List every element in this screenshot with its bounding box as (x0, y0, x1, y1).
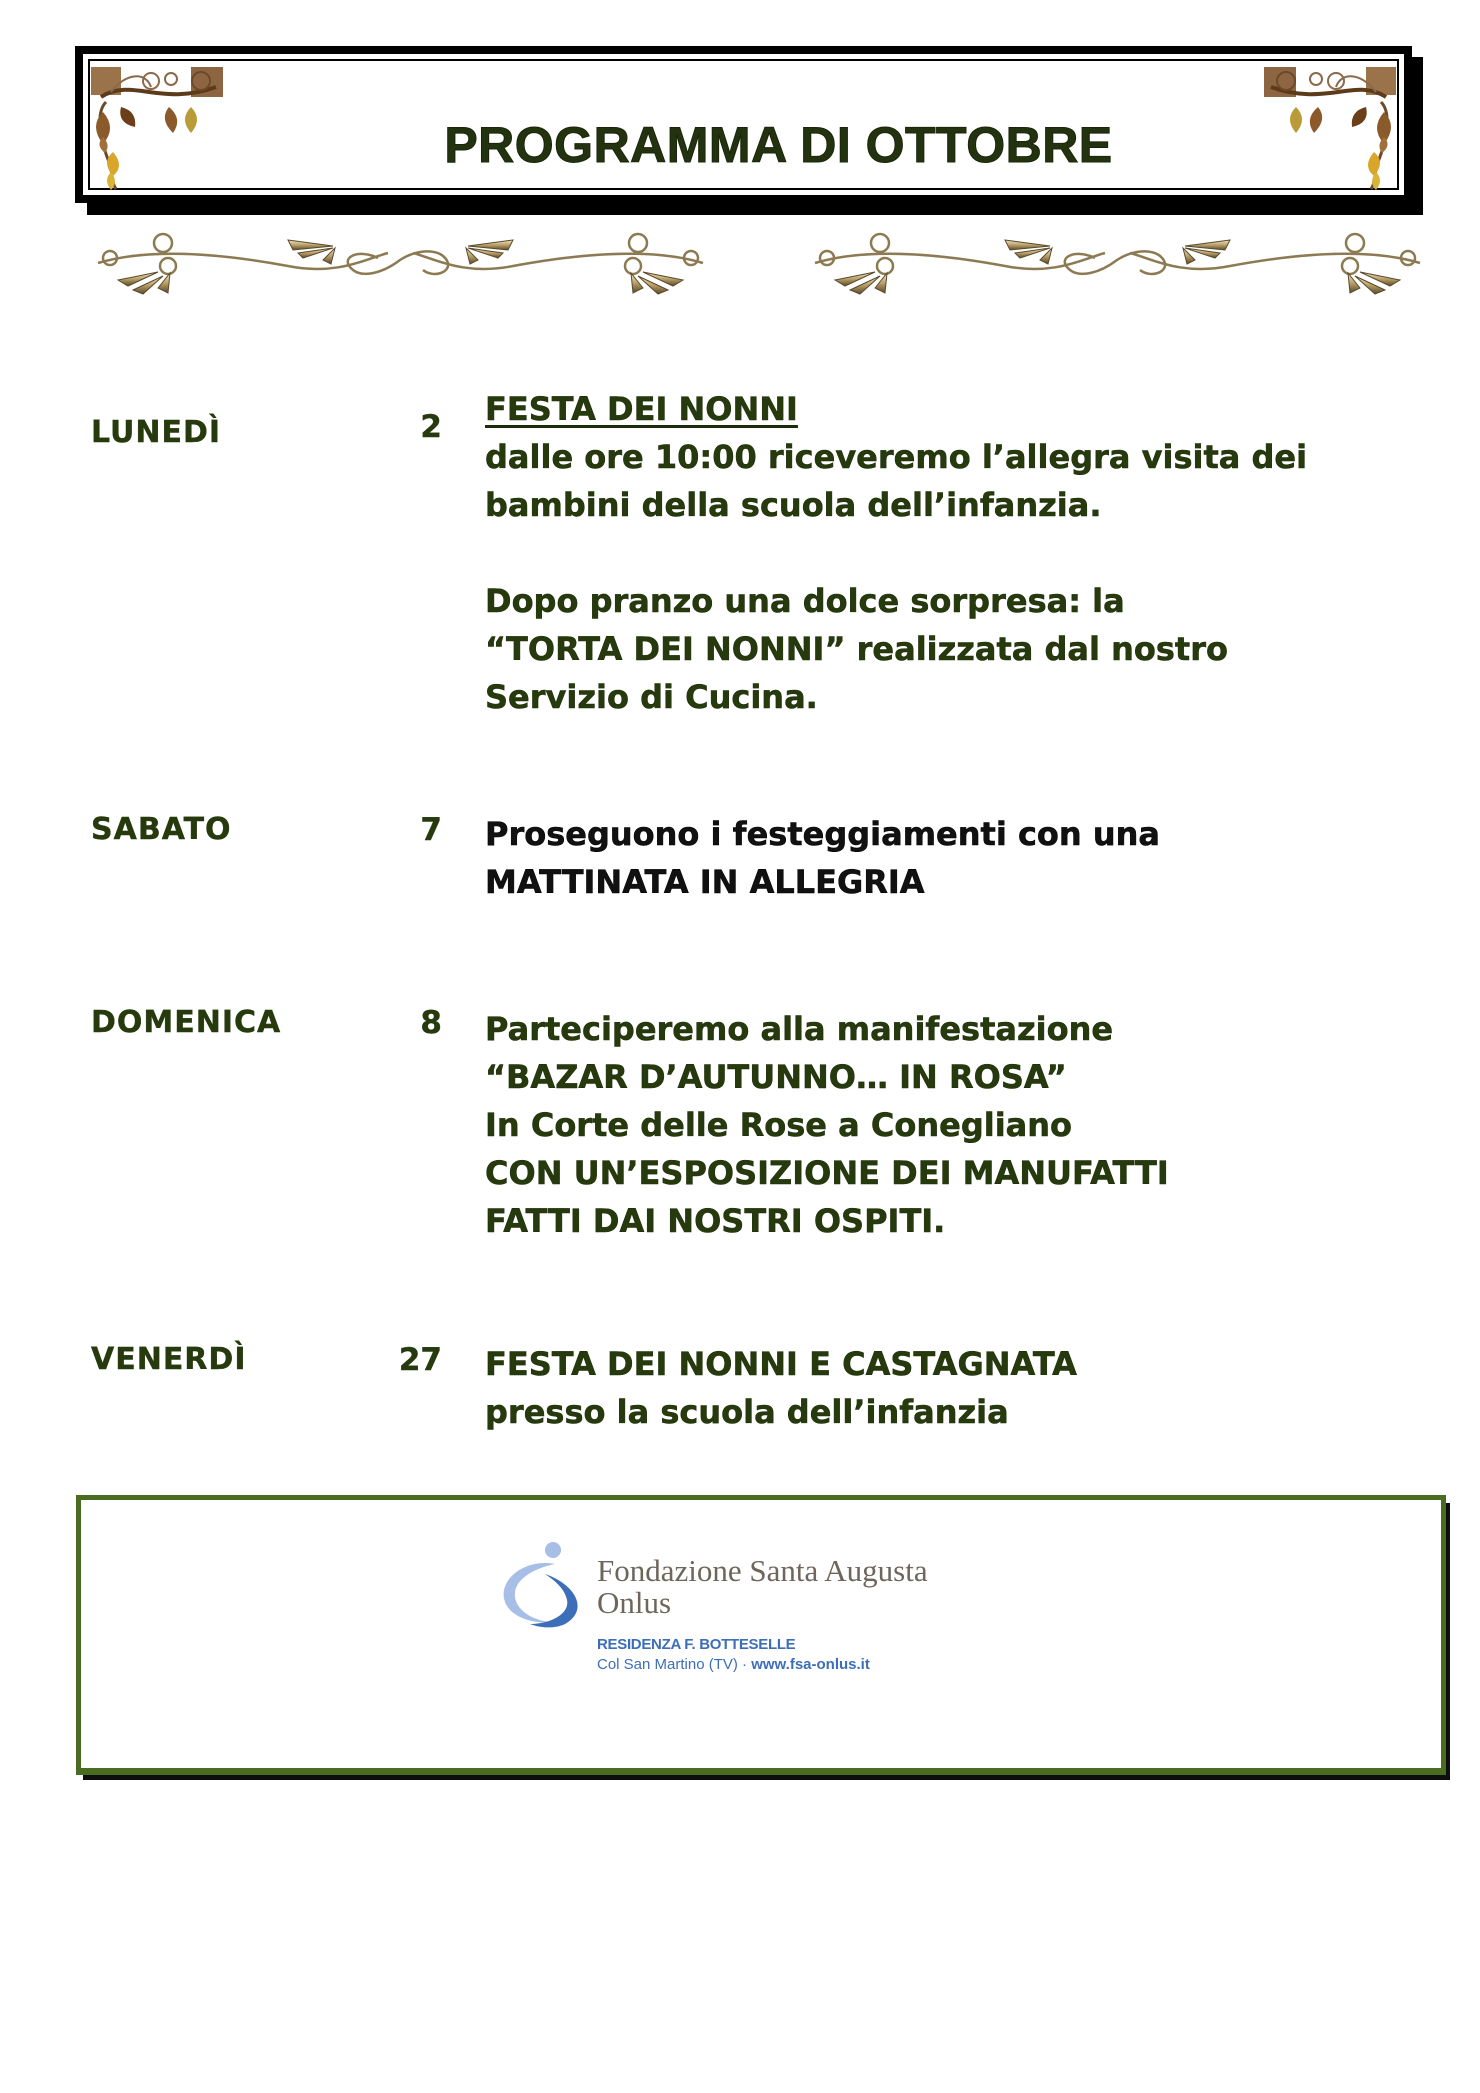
event-line: CON UN’ESPOSIZIONE DEI MANUFATTI (485, 1154, 1169, 1192)
fondazione-logo (495, 1540, 1015, 1690)
logo-onlus: Onlus (597, 1585, 672, 1620)
event-description (485, 1340, 1445, 1436)
day-label: LUNEDÌ (91, 415, 222, 450)
logo-address-text: Col San Martino (TV) · (597, 1656, 748, 1673)
event-line: dalle ore 10:00 riceveremo l’allegra visita dei (485, 438, 1308, 476)
event-line: FATTI DAI NOSTRI OSPITI. (485, 1202, 946, 1240)
event-line: Dopo pranzo una dolce sorpresa: la (485, 582, 1125, 620)
logo-name: Fondazione Santa Augusta (597, 1553, 928, 1588)
event-line: “TORTA DEI NONNI” realizzata dal nostro (485, 630, 1228, 668)
event-line: presso la scuola dell’infanzia (485, 1393, 1009, 1431)
event-line: Proseguono i festeggiamenti con una (485, 815, 1160, 853)
event-line: MATTINATA IN ALLEGRIA (485, 863, 925, 901)
event-description (485, 1005, 1445, 1245)
day-label: VENERDÌ (91, 1342, 247, 1377)
day-number: 7 (420, 812, 442, 848)
event-line: Servizio di Cucina. (485, 678, 818, 716)
day-label: SABATO (91, 812, 232, 847)
day-number: 2 (420, 409, 442, 445)
event-heading: FESTA DEI NONNI (485, 390, 798, 428)
logo-address (597, 1656, 870, 1674)
paragraph-gap (485, 529, 1445, 577)
logo-website-link[interactable]: www.fsa-onlus.it (751, 1656, 870, 1673)
event-line: bambini della scuola dell’infanzia. (485, 486, 1102, 524)
day-number: 27 (398, 1342, 442, 1378)
event-line: FESTA DEI NONNI E CASTAGNATA (485, 1345, 1077, 1383)
event-description (485, 810, 1445, 906)
event-description (485, 385, 1445, 721)
flourish-divider-icon (88, 228, 713, 296)
page-title: PROGRAMMA DI OTTOBRE (444, 117, 1113, 173)
day-number: 8 (420, 1005, 442, 1041)
event-line: “BAZAR D’AUTUNNO… IN ROSA” (485, 1058, 1067, 1096)
fondazione-person-icon (495, 1540, 590, 1630)
event-line: Parteciperemo alla manifestazione (485, 1010, 1114, 1048)
event-line: In Corte delle Rose a Conegliano (485, 1106, 1073, 1144)
header-frame (75, 46, 1412, 203)
flourish-divider-icon (805, 228, 1430, 296)
day-label: DOMENICA (91, 1005, 282, 1040)
logo-residence: RESIDENZA F. BOTTESELLE (597, 1636, 796, 1653)
